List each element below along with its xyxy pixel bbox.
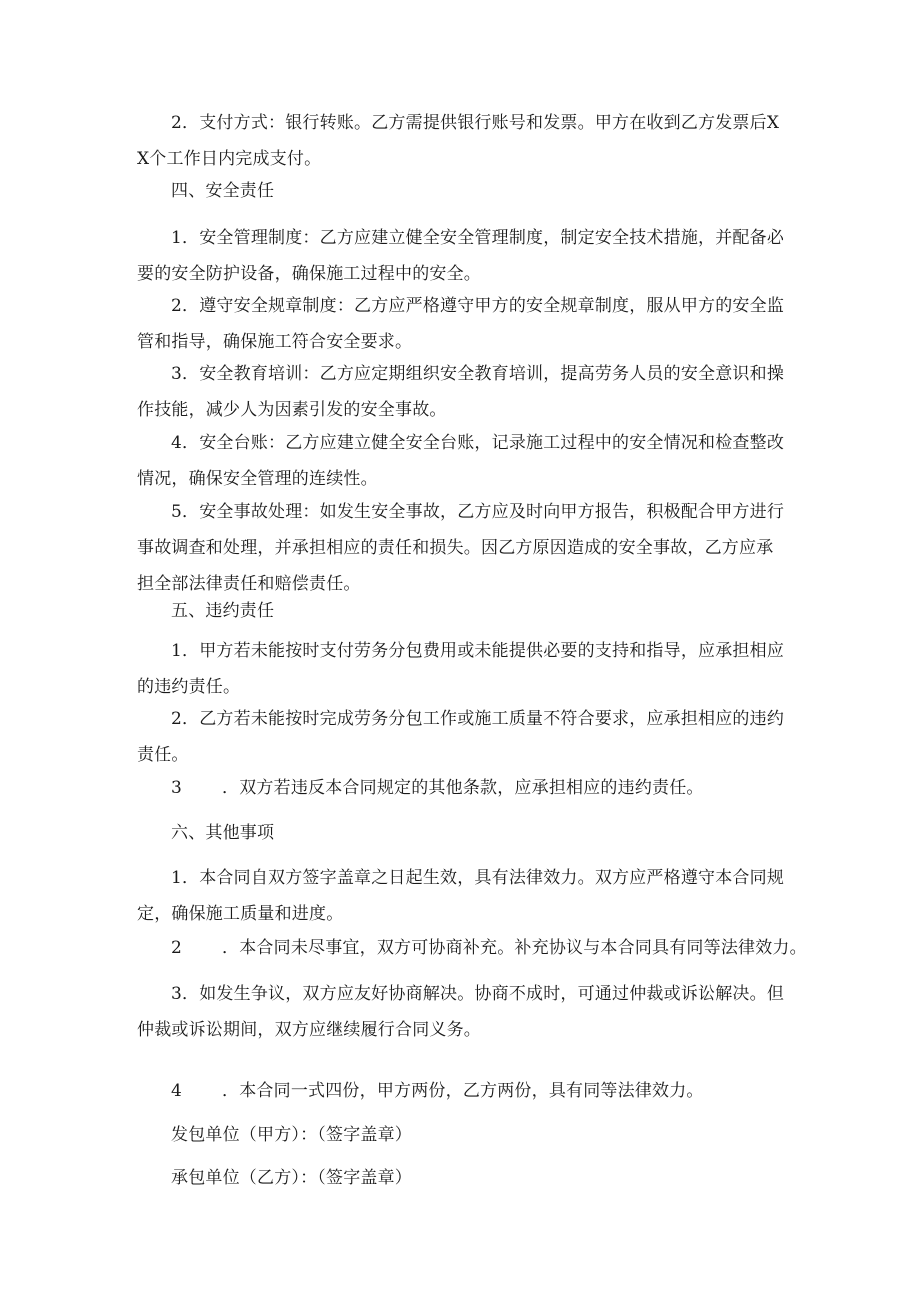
breach-clause-3 — [171, 770, 704, 806]
safety-clause-5: 5．安全事故处理：如发生安全事故，乙方应及时向甲方报告，积极配合甲方进行事故调查和处理，并承担相应的责任和损失。因乙方原因造成的安全事故，乙方应承担全部法律责任和赔偿责任。 — [137, 502, 785, 594]
breach-clause-2: 2．乙方若未能按时完成劳务分包工作或施工质量不符合要求，应承担相应的违约责任。 — [137, 709, 785, 765]
section-heading-other: 六、其他事项 — [171, 823, 275, 843]
section-heading-breach: 五、违约责任 — [171, 601, 275, 621]
party-b-signature-line: 承包单位（乙方）：（签字盖章） — [171, 1168, 412, 1188]
breach-clause-1: 1．甲方若未能按时支付劳务分包费用或未能提供必要的支持和指导，应承担相应的违约责任。 — [137, 641, 785, 697]
safety-clause-1: 1．安全管理制度：乙方应建立健全安全管理制度，制定安全技术措施，并配备必要的安全防护设备，确保施工过程中的安全。 — [137, 228, 785, 284]
clause-text: ．双方若违反本合同规定的其他条款，应承担相应的违约责任。 — [222, 778, 704, 798]
clause-number: 4 — [171, 1081, 183, 1101]
payment-method-clause: 2．支付方式：银行转账。乙方需提供银行账号和发票。甲方在收到乙方发票后XX个工作日内完成支付。 — [137, 113, 780, 169]
safety-clause-3: 3．安全教育培训：乙方应定期组织安全教育培训，提高劳务人员的安全意识和操作技能，减少人为因素引发的安全事故。 — [137, 364, 785, 420]
other-clause-1: 1．本合同自双方签字盖章之日起生效，具有法律效力。双方应严格遵守本合同规定，确保施工质量和进度。 — [137, 868, 785, 924]
other-clause-3: 3．如发生争议，双方应友好协商解决。协商不成时，可通过仲裁或诉讼解决。但仲裁或诉讼期间，双方应继续履行合同义务。 — [137, 984, 785, 1040]
party-a-signature-line: 发包单位（甲方）：（签字盖章） — [171, 1125, 412, 1145]
safety-clause-2: 2．遵守安全规章制度：乙方应严格遵守甲方的安全规章制度，服从甲方的安全监管和指导，确保施工符合安全要求。 — [137, 296, 785, 352]
other-clause-2 — [171, 930, 807, 966]
safety-clause-4: 4．安全台账：乙方应建立健全安全台账，记录施工过程中的安全情况和检查整改情况，确保安全管理的连续性。 — [137, 433, 785, 489]
other-clause-4 — [171, 1073, 704, 1109]
section-heading-safety: 四、安全责任 — [171, 181, 275, 201]
clause-text: ．本合同一式四份，甲方两份，乙方两份，具有同等法律效力。 — [222, 1081, 704, 1101]
clause-number: 2 — [171, 938, 183, 958]
clause-number: 3 — [171, 778, 183, 798]
clause-text: ．本合同未尽事宜，双方可协商补充。补充协议与本合同具有同等法律效力。 — [222, 938, 807, 958]
